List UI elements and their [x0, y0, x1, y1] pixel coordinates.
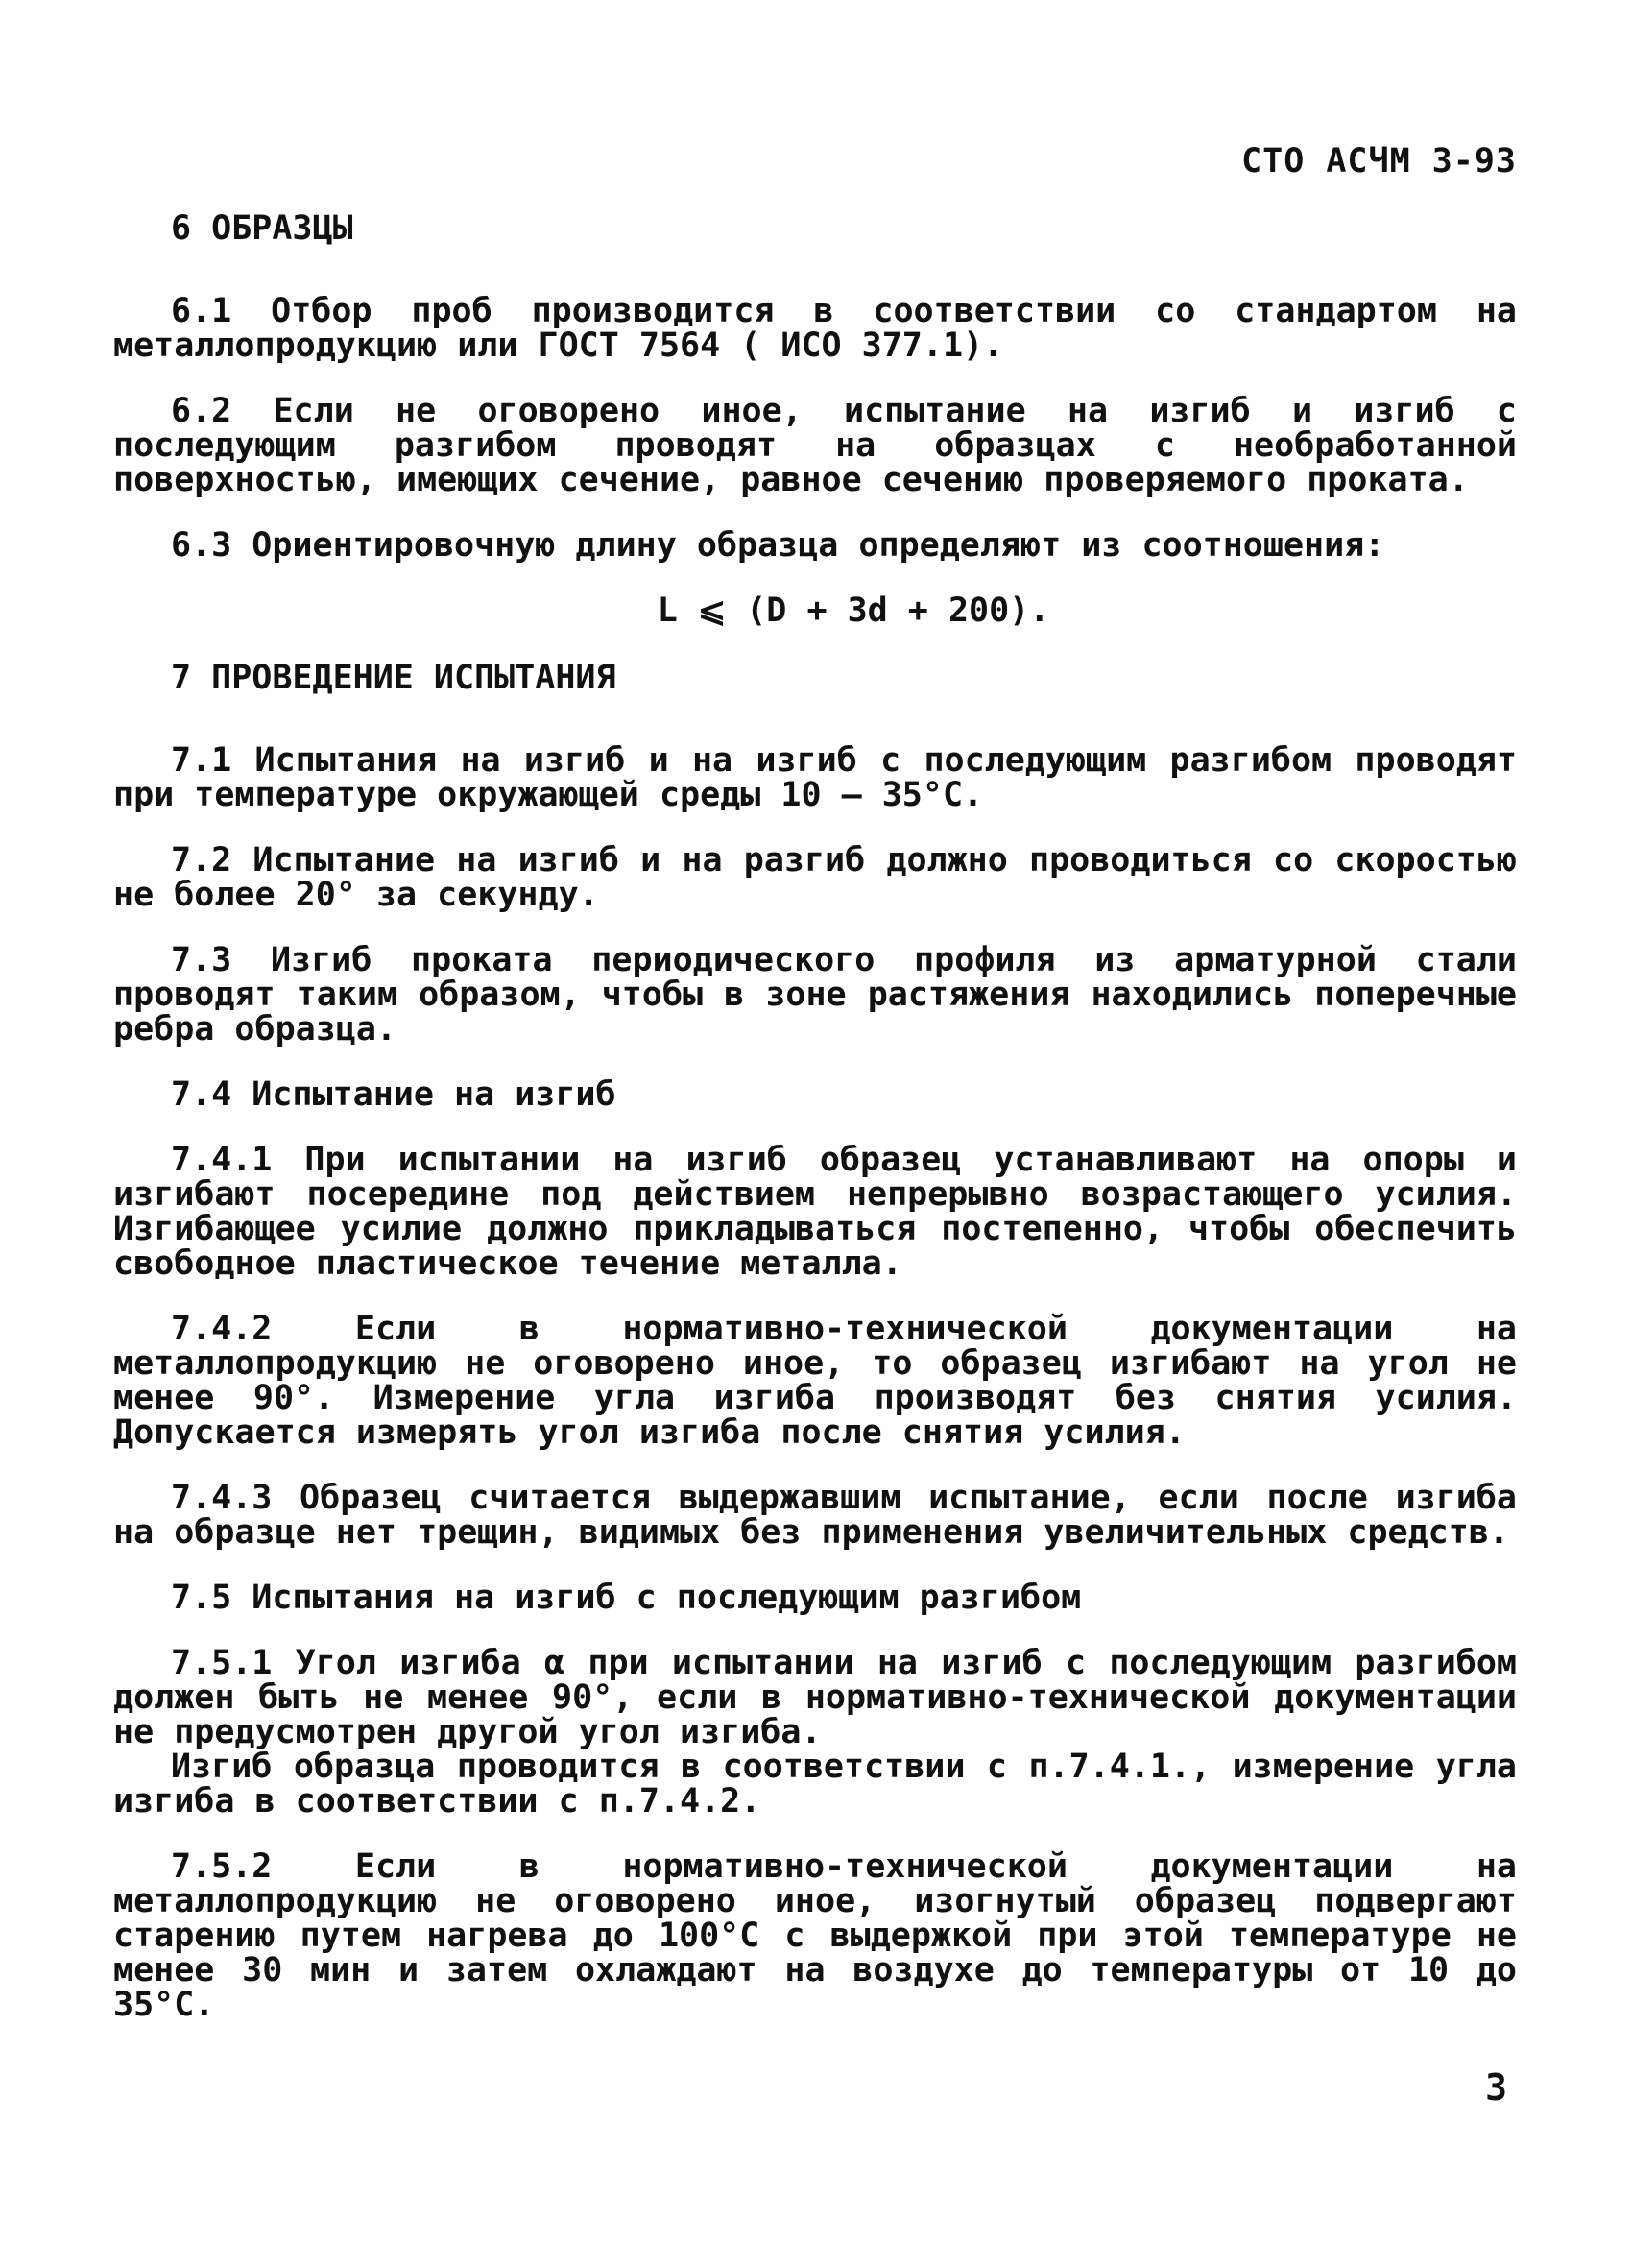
subheading-7-5: 7.5 Испытания на изгиб с последующим разгибом [171, 1579, 1082, 1617]
paragraph-6-2: 6.2 Если не оговорено иное, испытание на изгиб и изгиб с последующим разгибом проводят на образцах с необработанной поверхностью, имеющих сечение, равное сечению проверяемого проката. [113, 392, 1517, 499]
paragraph-7-5-1-continued: Изгиб образца проводится в соответствии с п.7.4.1., измерение угла изгиба в соответствии с п.7.4.2. [113, 1748, 1517, 1821]
paragraph-7-5-2: 7.5.2 Если в нормативно-технической документации на металлопродукцию не оговорено иное, изогнутый образец подвергают старению путем нагрева до 100°С с выдержкой при этой температуре не менее 30 мин и затем охлаждают на воздухе до температуры от 10 до 35°С. [113, 1847, 1517, 2024]
length-formula: L ⩽ (D + 3d + 200). [657, 591, 1050, 630]
document-code: СТО АСЧМ 3-93 [1241, 142, 1517, 181]
section-6-heading: 6 ОБРАЗЦЫ [171, 209, 353, 248]
paragraph-7-5-1: 7.5.1 Угол изгиба α при испытании на изгиб с последующим разгибом должен быть не менее 90°, если в нормативно-технической документации не предусмотрен другой угол изгиба. [113, 1644, 1517, 1751]
paragraph-7-3: 7.3 Изгиб проката периодического профиля из арматурной стали проводят таким образом, чтобы в зоне растяжения находились поперечные ребра образца. [113, 941, 1517, 1049]
section-7-heading: 7 ПРОВЕДЕНИЕ ИСПЫТАНИЯ [171, 659, 616, 697]
paragraph-6-1: 6.1 Отбор проб производится в соответствии со стандартом на металлопродукцию или ГОСТ 7564 ( ИСО 377.1). [113, 292, 1517, 365]
subheading-7-4: 7.4 Испытание на изгиб [171, 1075, 616, 1114]
paragraph-7-1: 7.1 Испытания на изгиб и на изгиб с последующим разгибом проводят при температуре окружающей среды 10 – 35°С. [113, 741, 1517, 814]
paragraph-7-4-1: 7.4.1 При испытании на изгиб образец устанавливают на опоры и изгибают посередине под действием непрерывно возрастающего усилия. Изгибающее усилие должно прикладываться постепенно, чтобы обеспечить свободное пластическое течение металла. [113, 1141, 1517, 1283]
paragraph-7-4-3: 7.4.3 Образец считается выдержавшим испытание, если после изгиба на образце нет трещин, видимых без применения увеличительных средств. [113, 1479, 1517, 1552]
paragraph-7-4-2: 7.4.2 Если в нормативно-технической документации на металлопродукцию не оговорено иное, то образец изгибают на угол не менее 90°. Измерение угла изгиба производят без снятия усилия. Допускается измерять угол изгиба после снятия усилия. [113, 1310, 1517, 1452]
paragraph-7-2: 7.2 Испытание на изгиб и на разгиб должно проводиться со скоростью не более 20° за секунду. [113, 841, 1517, 914]
page-number: 3 [1485, 2066, 1507, 2109]
paragraph-6-3: 6.3 Ориентировочную длину образца определяют из соотношения: [171, 526, 1385, 565]
document-body [113, 211, 1517, 2053]
